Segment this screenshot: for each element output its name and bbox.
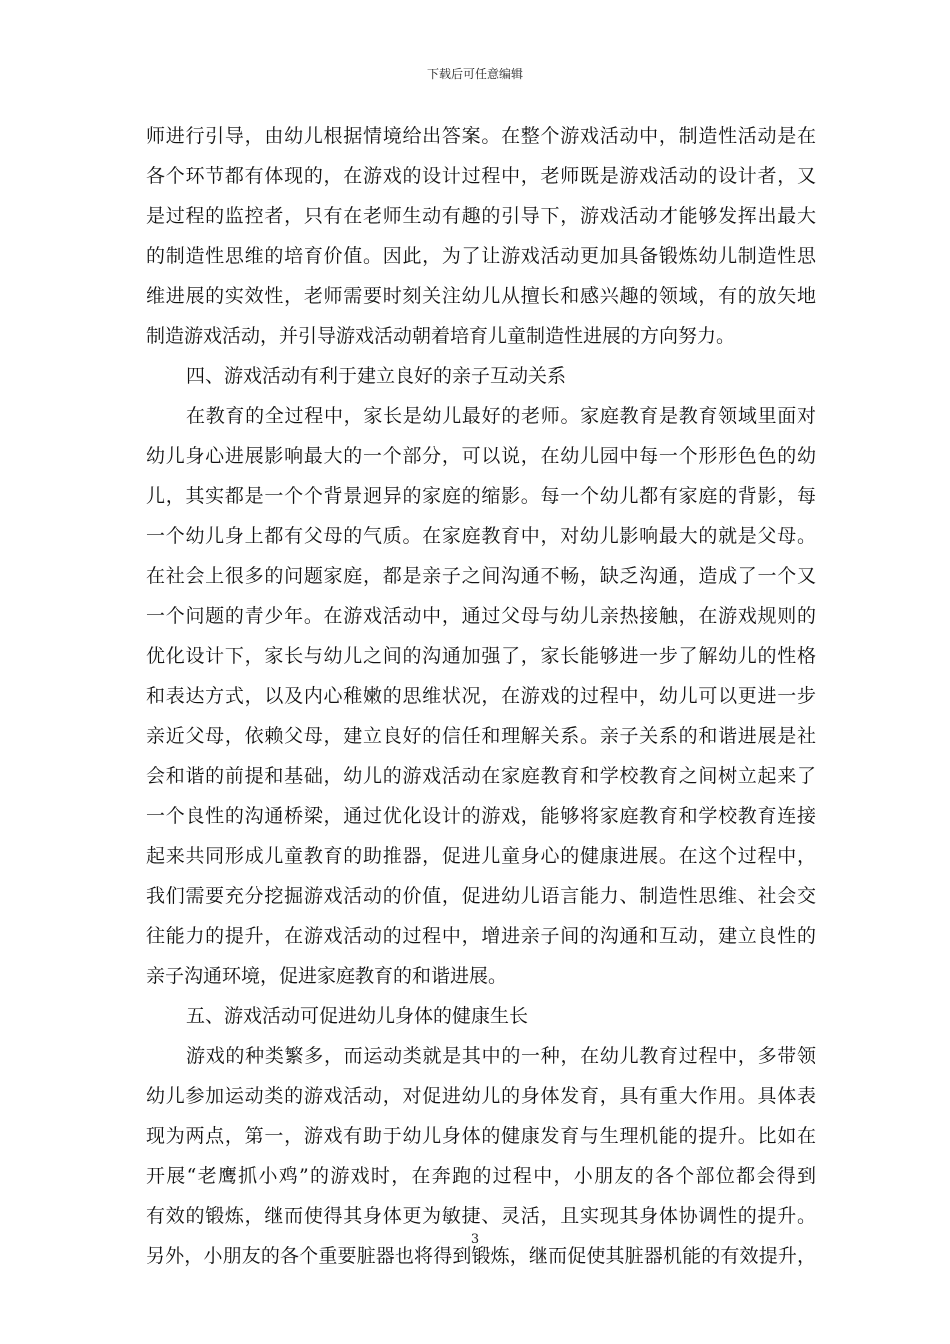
paragraph-line: 是过程的监控者，只有在老师生动有趣的引导下，游戏活动才能够发挥出最大 <box>146 205 816 227</box>
paragraph-line: 另外，小朋友的各个重要脏器也将得到锻炼，继而促使其脏器机能的有效提升， <box>146 1245 816 1267</box>
section-heading: 五、游戏活动可促进幼儿身体的健康生长 <box>186 1005 529 1027</box>
paragraph-line: 一个问题的青少年。在游戏活动中，通过父母与幼儿亲热接触，在游戏规则的 <box>146 605 816 627</box>
paragraph-line: 在社会上很多的问题家庭，都是亲子之间沟通不畅，缺乏沟通，造成了一个又 <box>146 565 816 587</box>
document-body <box>146 116 816 1276</box>
paragraph-line: 有效的锻炼，继而使得其身体更为敏捷、灵活，且实现其身体协调性的提升。 <box>146 1205 816 1227</box>
paragraph-line: 各个环节都有体现的，在游戏的设计过程中，老师既是游戏活动的设计者，又 <box>146 165 816 187</box>
paragraph-line: 游戏的种类繁多，而运动类就是其中的一种，在幼儿教育过程中，多带领 <box>186 1045 816 1067</box>
paragraph-line: 的制造性思维的培育价值。因此，为了让游戏活动更加具备锻炼幼儿制造性思 <box>146 245 816 267</box>
paragraph-line: 一个幼儿身上都有父母的气质。在家庭教育中，对幼儿影响最大的就是父母。 <box>146 525 816 547</box>
paragraph-line: 儿，其实都是一个个背景迥异的家庭的缩影。每一个幼儿都有家庭的背影，每 <box>146 485 816 507</box>
page-number: 3 <box>470 1232 480 1247</box>
paragraph-line: 往能力的提升，在游戏活动的过程中，增进亲子间的沟通和互动，建立良性的 <box>146 925 816 947</box>
paragraph-line: 优化设计下，家长与幼儿之间的沟通加强了，家长能够进一步了解幼儿的性格 <box>146 645 816 667</box>
paragraph-line: 亲近父母，依赖父母，建立良好的信任和理解关系。亲子关系的和谐进展是社 <box>146 725 816 747</box>
paragraph-line: 开展“老鹰抓小鸡”的游戏时，在奔跑的过程中，小朋友的各个部位都会得到 <box>146 1165 816 1187</box>
paragraph-line: 幼儿身心进展影响最大的一个部分，可以说，在幼儿园中每一个形形色色的幼 <box>146 445 816 467</box>
paragraph-line: 亲子沟通环境，促进家庭教育的和谐进展。 <box>146 965 508 987</box>
paragraph-line: 起来共同形成儿童教育的助推器，促进儿童身心的健康进展。在这个过程中， <box>146 845 816 867</box>
page-header: 下载后可任意编辑 <box>426 67 523 81</box>
paragraph-line: 一个良性的沟通桥梁，通过优化设计的游戏，能够将家庭教育和学校教育连接 <box>146 805 816 827</box>
paragraph-line: 会和谐的前提和基础，幼儿的游戏活动在家庭教育和学校教育之间树立起来了 <box>146 765 816 787</box>
paragraph-line: 我们需要充分挖掘游戏活动的价值，促进幼儿语言能力、制造性思维、社会交 <box>146 885 816 907</box>
section-heading: 四、游戏活动有利于建立良好的亲子互动关系 <box>186 365 567 387</box>
paragraph-line: 制造游戏活动，并引导游戏活动朝着培育儿童制造性进展的方向努力。 <box>146 325 736 347</box>
paragraph-line: 维进展的实效性，老师需要时刻关注幼儿从擅长和感兴趣的领域，有的放矢地 <box>146 285 816 307</box>
paragraph-line: 师进行引导，由幼儿根据情境给出答案。在整个游戏活动中，制造性活动是在 <box>146 125 816 147</box>
paragraph-line: 现为两点，第一，游戏有助于幼儿身体的健康发育与生理机能的提升。比如在 <box>146 1125 816 1147</box>
paragraph-line: 在教育的全过程中，家长是幼儿最好的老师。家庭教育是教育领域里面对 <box>186 405 816 427</box>
paragraph-line: 和表达方式，以及内心稚嫩的思维状况，在游戏的过程中，幼儿可以更进一步 <box>146 685 816 707</box>
paragraph-line: 幼儿参加运动类的游戏活动，对促进幼儿的身体发育，具有重大作用。具体表 <box>146 1085 816 1107</box>
